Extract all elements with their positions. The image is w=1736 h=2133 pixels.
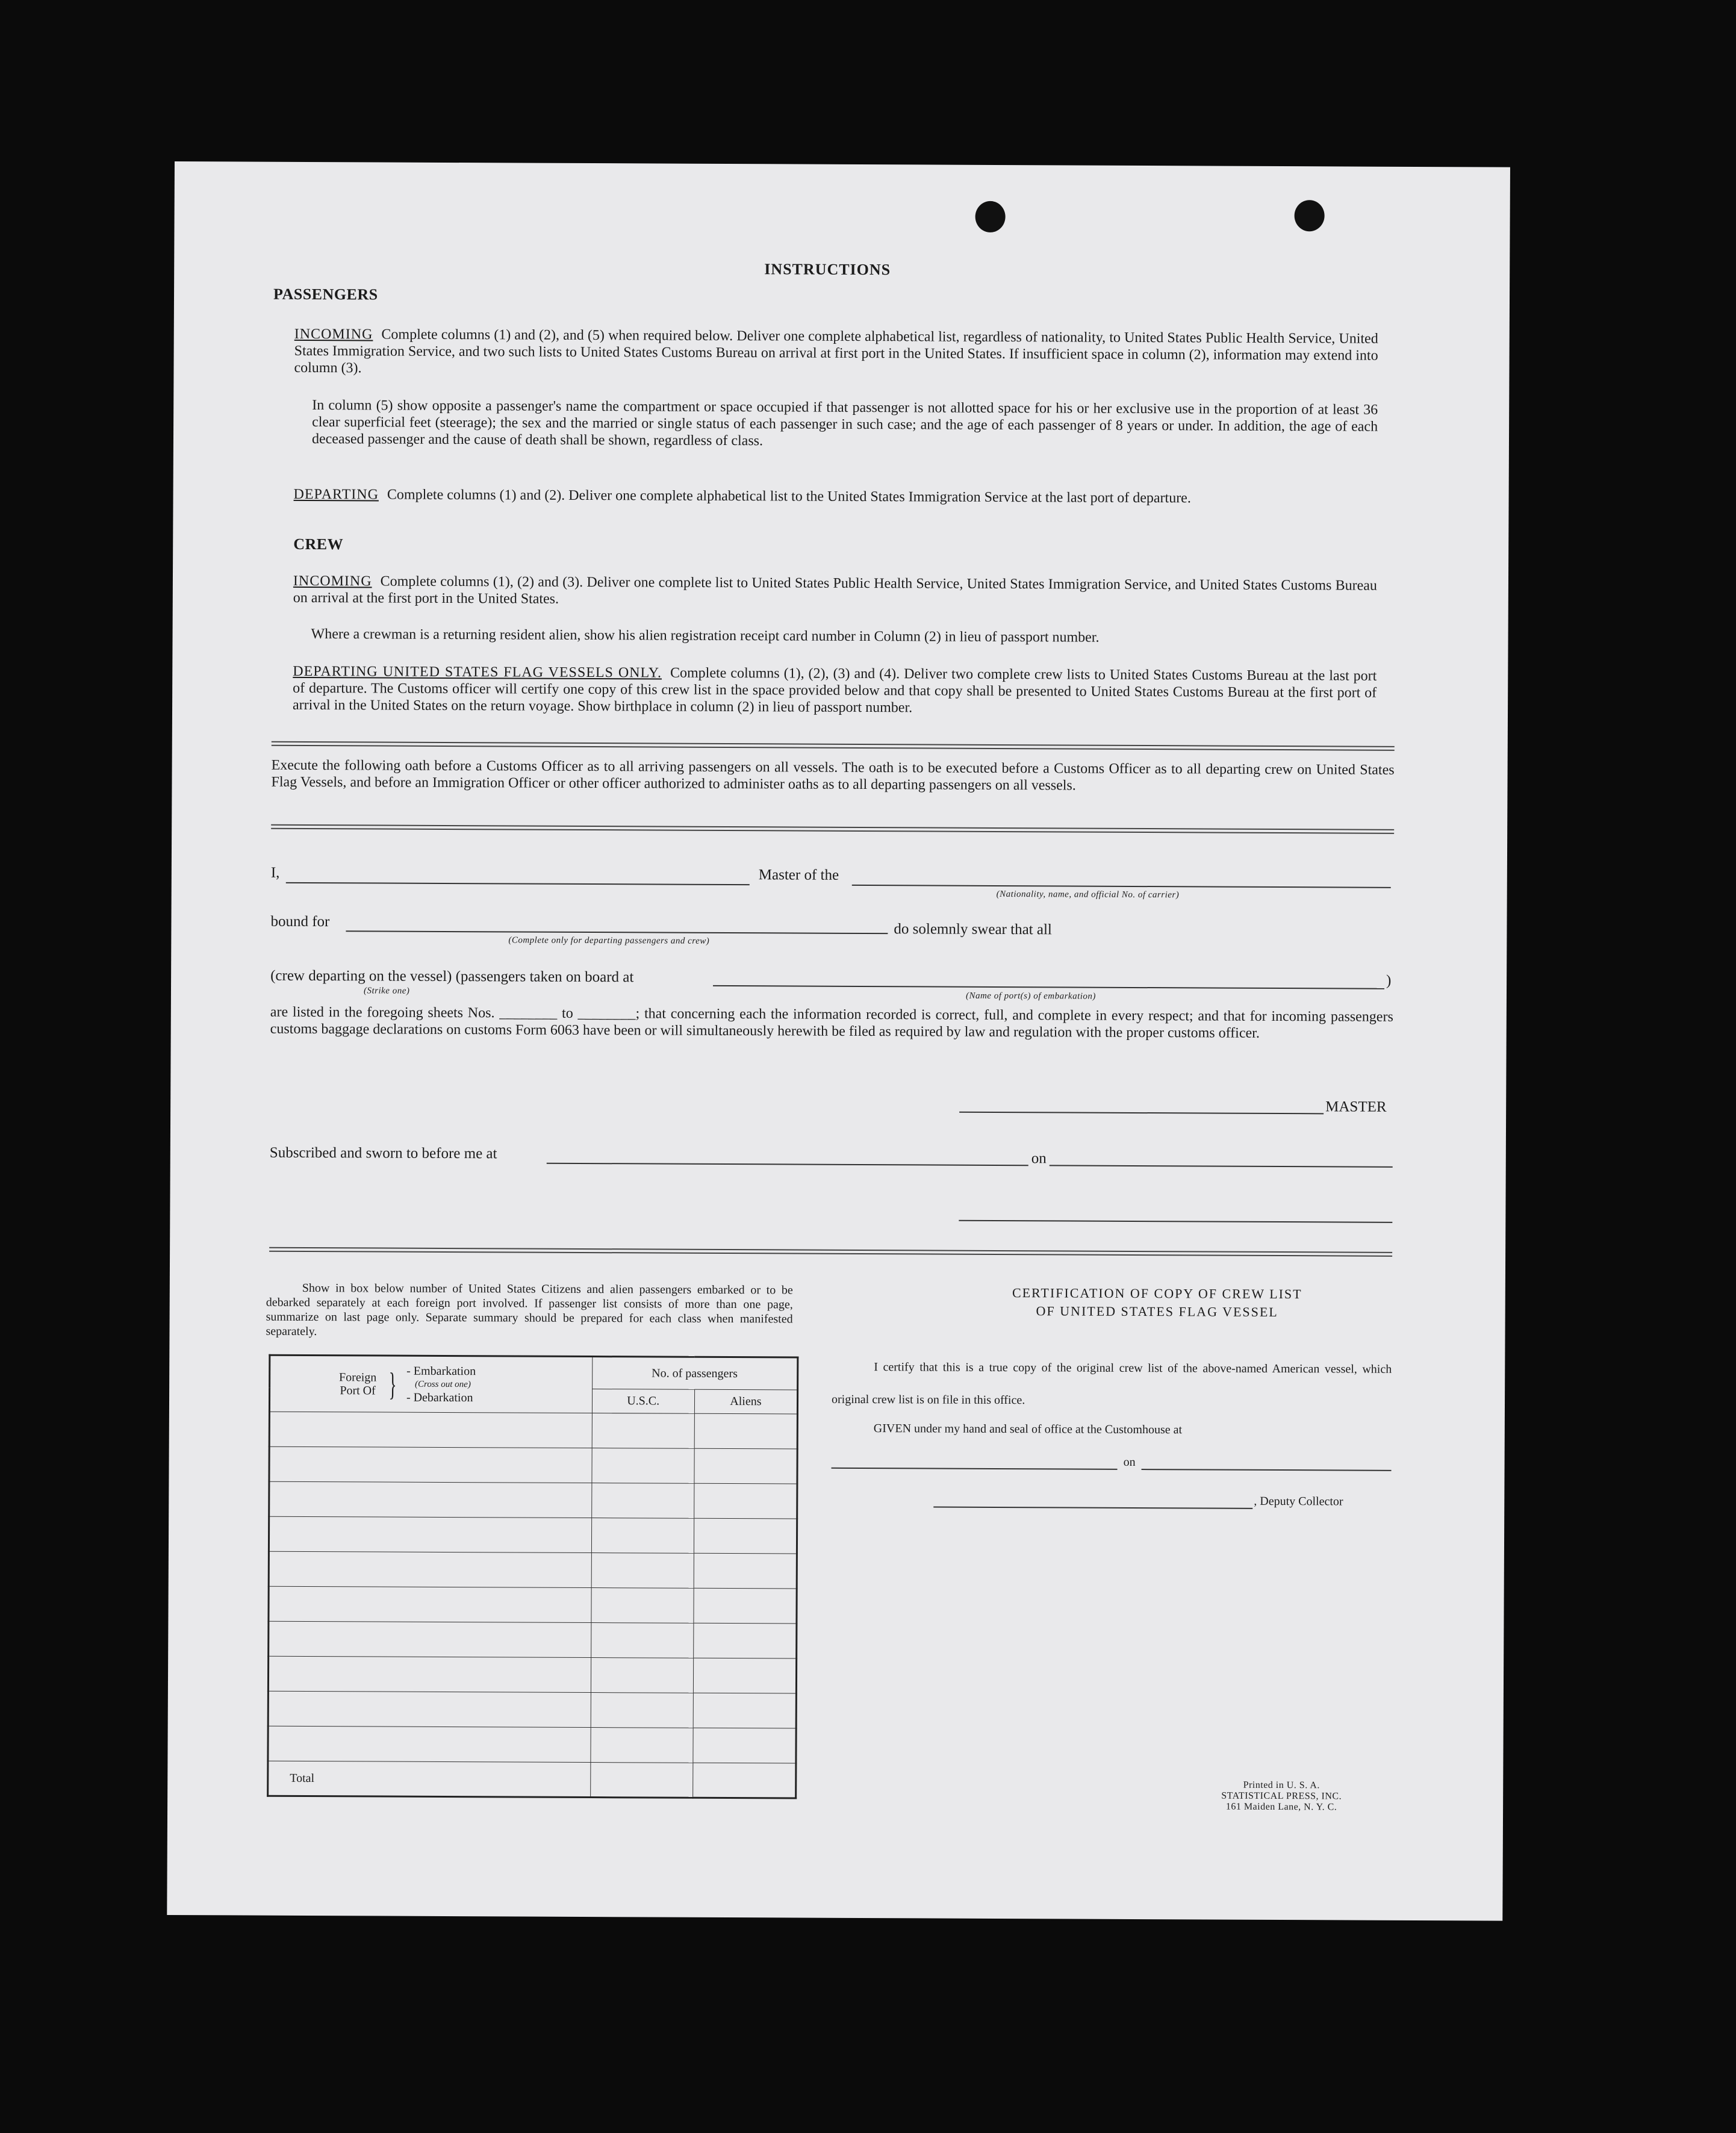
aliens-cell[interactable] [694,1448,797,1484]
bound-for-line[interactable] [346,930,888,934]
usc-cell[interactable] [591,1518,694,1554]
i-label: I, [270,864,280,881]
port-cell[interactable] [269,1551,591,1587]
no-of-passengers-header: No. of passengers [592,1357,798,1390]
usc-cell[interactable] [591,1483,694,1519]
usc-cell[interactable] [592,1413,694,1449]
certification-heading [935,1284,1380,1322]
foreign-port-of: Foreign Port Of [339,1371,377,1398]
total-label: Total [268,1761,591,1797]
aliens-cell[interactable] [693,1728,796,1763]
master-of-label: Master of the [758,867,839,883]
crew-departing-text: Complete columns (1), (2), (3) and (4). Deliver two complete crew lists to United States Customs Bureau at the last port of departure. The Customs officer will certify one copy of this crew list in the space provided below and that copy shall be presented to United States Customs Bureau at the first port of arrival in the United States on the return voyage. Show birthplace in column (2) in lieu of passport number. [293,665,1377,716]
customhouse-line[interactable] [832,1468,1118,1470]
carrier-caption: (Nationality, name, and official No. of carrier) [996,889,1180,900]
summary-port-header [269,1355,592,1413]
usc-cell[interactable] [591,1623,693,1658]
aliens-cell[interactable] [694,1588,797,1624]
debarkation-label: - Debarkation [406,1390,473,1405]
port-cell[interactable] [269,1621,591,1657]
passengers-departing-paragraph [294,486,1378,508]
instructions-title: INSTRUCTIONS [764,260,891,279]
summary-instructions: Show in box below number of United States Citizens and alien passengers embarked or to be debarked separately at each foreign port involved. If passenger list consists of more than one page, summarize on last page only. Separate summary should be prepared for each class when manifested separately. [266,1281,793,1339]
crew-incoming-lead: INCOMING [293,573,372,590]
certification-on-label: on [1123,1455,1136,1469]
crew-departing-lead: DEPARTING UNITED STATES FLAG VESSELS ONLY. [293,663,662,681]
printer-line3: 161 Maiden Lane, N. Y. C. [1225,1801,1337,1813]
table-row [269,1551,797,1589]
usc-cell[interactable] [591,1658,693,1693]
usc-cell[interactable] [591,1728,693,1763]
divider-1 [272,741,1395,751]
usc-cell[interactable] [591,1693,693,1728]
punch-hole-right [1295,200,1325,231]
usc-cell[interactable] [592,1448,694,1484]
form-page [167,161,1510,1921]
aliens-cell[interactable] [694,1553,797,1589]
bound-for-caption: (Complete only for departing passengers and crew) [508,935,710,946]
table-row [269,1446,797,1484]
aliens-cell[interactable] [694,1413,797,1449]
printer-imprint [1191,1780,1372,1813]
aliens-cell[interactable] [694,1518,797,1554]
table-row [268,1726,796,1763]
sworn-on-label: on [1031,1150,1047,1167]
officer-signature-line[interactable] [959,1220,1392,1223]
usc-header: U.S.C. [592,1389,694,1414]
usc-cell[interactable] [591,1588,694,1624]
passengers-incoming-paragraph [294,326,1378,381]
port-cell[interactable] [268,1656,591,1692]
subscribed-label: Subscribed and sworn to before me at [269,1144,497,1162]
certification-heading-line2: OF UNITED STATES FLAG VESSEL [1036,1303,1278,1320]
master-signature-line[interactable] [959,1112,1324,1115]
table-row [269,1586,797,1624]
sworn-place-line[interactable] [547,1163,1028,1166]
port-caption: (Name of port(s) of embarkation) [965,991,1096,1001]
summary-table [267,1354,798,1799]
crew-departing-label: (crew departing on the vessel) (passengers taken on board at [270,967,634,986]
aliens-cell[interactable] [693,1658,796,1693]
bound-for-label: bound for [270,913,330,930]
crew-resident-paragraph: Where a crewman is a returning resident alien, show his alien registration receipt card number in Column (2) in lieu of passport number. [311,626,1100,646]
master-label: MASTER [1325,1098,1387,1115]
brace-icon: } [388,1366,397,1403]
aliens-cell[interactable] [694,1483,797,1519]
cross-out-caption: (Cross out one) [415,1379,471,1390]
port-cell[interactable] [269,1586,591,1622]
deputy-collector-label: , Deputy Collector [1254,1494,1343,1509]
usc-cell[interactable] [591,1553,694,1589]
aliens-header: Aliens [694,1389,797,1414]
deputy-signature-line[interactable] [933,1507,1252,1509]
table-row [269,1516,797,1554]
passengers-incoming-lead: INCOMING [294,326,373,343]
passengers-incoming-text: Complete columns (1) and (2), and (5) when required below. Deliver one complete alphabetical list, regardless of nationality, to United States Public Health Service, United States Immigration Service, and two such lists to United States Customs Bureau on arrival at first port in the United States. If insufficient space in column (2), information may extend into column (3). [294,326,1378,376]
port-cell[interactable] [269,1446,592,1483]
printer-line1: Printed in U. S. A. [1243,1780,1320,1791]
port-cell[interactable] [269,1516,591,1552]
aliens-cell[interactable] [693,1693,796,1728]
certify-text: I certify that this is a true copy of the original crew list of the above-named American vessel, which original crew list is on file in this office. [831,1360,1392,1407]
crew-incoming-text: Complete columns (1), (2) and (3). Deliver one complete list to United States Public Health Service, United States Immigration Service, and United States Customs Bureau on arrival at the first port in the United States. [293,573,1378,607]
divider-3 [269,1247,1392,1257]
table-row [269,1621,797,1658]
divider-2 [271,824,1394,834]
table-row [268,1656,796,1693]
usc-total-cell[interactable] [590,1763,692,1798]
printer-line2: STATISTICAL PRESS, INC. [1221,1790,1342,1802]
oath-execute-paragraph: Execute the following oath before a Customs Officer as to all arriving passengers on all vessels. The oath is to be executed before a Customs Officer as to all departing crew on United States Flag Vessels, and before an Immigration Officer or other officer authorized to administer oaths as to all departing passengers on all vessels. [271,757,1395,794]
certification-date-line[interactable] [1142,1469,1392,1471]
total-row [268,1761,796,1798]
carrier-line[interactable] [852,885,1391,888]
table-row [269,1481,797,1519]
crew-heading: CREW [293,535,344,553]
port-embarkation-line[interactable] [713,985,1384,989]
crew-incoming-paragraph [293,573,1377,611]
port-cell[interactable] [268,1691,591,1727]
crew-departing-paragraph [293,663,1377,718]
aliens-total-cell[interactable] [692,1763,795,1798]
certification-heading-line1: CERTIFICATION OF COPY OF CREW LIST [1012,1285,1302,1302]
passengers-departing-lead: DEPARTING [293,486,379,503]
aliens-cell[interactable] [693,1623,796,1658]
port-cell[interactable] [269,1412,592,1448]
passengers-column5-paragraph: In column (5) show opposite a passenger's name the compartment or space occupied if that passenger is not allotted space for his or her exclusive use in the proportion of at least 36 clear superficial feet (steerage); the sex and the married or single status of each passenger in such case; and the age of each passenger of 8 years or under. In addition, the age of each deceased passenger and the cause of death shall be shown, regardless of class. [311,397,1378,449]
port-cell[interactable] [268,1726,591,1762]
port-cell[interactable] [269,1481,592,1518]
table-row [269,1412,797,1449]
punch-hole-left [975,201,1005,232]
close-paren: ) [1386,972,1392,989]
listed-paragraph: are listed in the foregoing sheets Nos. ________ to ________; that concerning each the information recorded is correct, full, and complete in every respect; and that for incoming passengers customs baggage declarations on customs Form 6063 have been or will simultaneously herewith be filed as required by law and regulation with the proper customs officer. [270,1004,1393,1041]
swear-label: do solemnly swear that all [894,921,1052,938]
passengers-departing-text: Complete columns (1) and (2). Deliver one complete alphabetical list to the United States Immigration Service at the last port of departure. [387,487,1191,506]
embarkation-label: - Embarkation [406,1364,476,1378]
table-row [268,1691,796,1728]
strike-caption: (Strike one) [363,986,410,996]
master-name-line[interactable] [286,882,750,885]
passengers-heading: PASSENGERS [273,285,378,304]
sworn-date-line[interactable] [1050,1165,1393,1167]
given-text: GIVEN under my hand and seal of office at the Customhouse at [873,1422,1183,1437]
